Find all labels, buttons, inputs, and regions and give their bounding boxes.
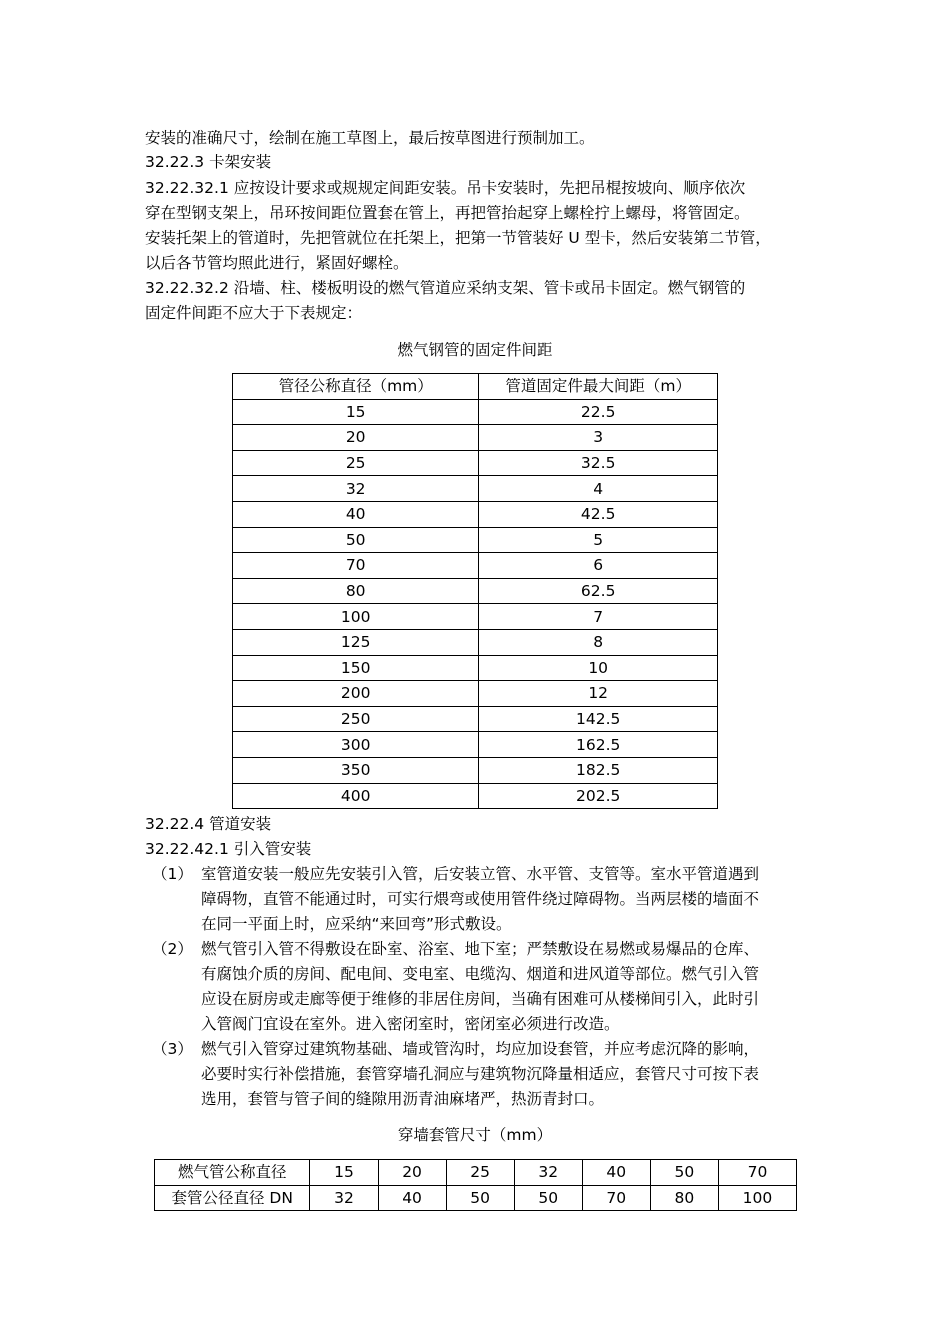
list-item-line: 必要时实行补偿措施，套管穿墙孔洞应与建筑物沉降量相适应，套管尺寸可按下表: [201, 1065, 760, 1083]
table-cell: 20: [378, 1160, 446, 1186]
table-cell: 50: [233, 527, 479, 553]
table-row: [233, 553, 718, 579]
table-cell: 8: [479, 629, 718, 655]
table-row: [233, 783, 718, 809]
table-cell: 125: [233, 629, 479, 655]
table-row: [233, 757, 718, 783]
paragraph-intro: 安装的准确尺寸，绘制在施工草图上，最后按草图进行预制加工。: [145, 129, 595, 147]
table-cell: 32: [514, 1160, 582, 1186]
table-cell: 15: [233, 399, 479, 425]
paragraph-line: 固定件间距不应大于下表规定：: [145, 304, 363, 322]
list-item-line: 燃气引入管穿过建筑物基础、墙或管沟时，均应加设套管，并应考虑沉降的影响，: [201, 1040, 760, 1058]
table-row: [233, 629, 718, 655]
table-cell: 100: [233, 604, 479, 630]
sleeve-size-table: [154, 1159, 797, 1211]
table-row: [233, 681, 718, 707]
table-cell: 70: [582, 1185, 650, 1211]
table-row: [155, 1160, 797, 1186]
table-row: [233, 604, 718, 630]
fixing-spacing-table: [232, 373, 718, 809]
list-item-line: 应设在厨房或走廊等便于维修的非居住房间，当确有困难可从楼梯间引入，此时引: [201, 990, 760, 1008]
list-item-line: 障碍物，直管不能通过时，可实行煨弯或使用管件绕过障碍物。当两层楼的墙面不: [201, 890, 760, 908]
list-item-line: 选用，套管与管子间的缝隙用沥青油麻堵严，热沥青封口。: [201, 1090, 605, 1108]
table-cell: 15: [310, 1160, 378, 1186]
table-cell: 100: [718, 1185, 796, 1211]
paragraph-line: 32.22.32.2 沿墙、柱、楼板明设的燃气管道应采纳支架、管卡或吊卡固定。燃气钢管的: [145, 279, 746, 297]
table-cell: 50: [514, 1185, 582, 1211]
table1-caption: 燃气钢管的固定件间距: [397, 341, 553, 359]
table-row: [233, 425, 718, 451]
table-cell: 32: [233, 476, 479, 502]
list-item-line: 入管阀门宜设在室外。进入密闭室时，密闭室必须进行改造。: [201, 1015, 620, 1033]
table-cell: 32: [310, 1185, 378, 1211]
table-row-label: 套管公径直径 DN: [155, 1185, 310, 1211]
table-cell: 70: [233, 553, 479, 579]
table-cell: 6: [479, 553, 718, 579]
table-cell: 350: [233, 757, 479, 783]
table-cell: 70: [718, 1160, 796, 1186]
table-row-label: 燃气管公称直径: [155, 1160, 310, 1186]
paragraph-line: 32.22.32.1 应按设计要求或规规定间距安装。吊卡安装时，先把吊棍按坡向、顺序依次: [145, 179, 746, 197]
table-row: [233, 501, 718, 527]
table-cell: 22.5: [479, 399, 718, 425]
table-cell: 400: [233, 783, 479, 809]
table-row: [233, 655, 718, 681]
table-cell: 250: [233, 706, 479, 732]
table-row: [233, 476, 718, 502]
table-cell: 40: [233, 501, 479, 527]
table-row: [233, 399, 718, 425]
table-cell: 150: [233, 655, 479, 681]
table-cell: 7: [479, 604, 718, 630]
table-header-row: [233, 374, 718, 400]
paragraph-line: 安装托架上的管道时，先把管就位在托架上，把第一节管装好 U 型卡，然后安装第二节管，: [145, 229, 771, 247]
table-row: [233, 706, 718, 732]
table-cell: 162.5: [479, 732, 718, 758]
table-cell: 50: [446, 1185, 514, 1211]
table-cell: 202.5: [479, 783, 718, 809]
table-cell: 12: [479, 681, 718, 707]
table2-caption: 穿墙套管尺寸（mm）: [397, 1126, 553, 1144]
list-item-line: 室管道安装一般应先安装引入管，后安装立管、水平管、支管等。室水平管道遇到: [201, 865, 760, 883]
table-cell: 40: [378, 1185, 446, 1211]
list-item-line: 燃气管引入管不得敷设在卧室、浴室、地下室；严禁敷设在易燃或易爆品的仓库、: [201, 940, 760, 958]
table-cell: 20: [233, 425, 479, 451]
table-cell: 10: [479, 655, 718, 681]
paragraph-line: 穿在型钢支架上，吊环按间距位置套在管上，再把管抬起穿上螺栓拧上螺母，将管固定。: [145, 204, 750, 222]
table-cell: 62.5: [479, 578, 718, 604]
table-cell: 25: [233, 450, 479, 476]
paragraph-line: 以后各节管均照此进行，紧固好螺栓。: [145, 254, 409, 272]
table-row: [233, 450, 718, 476]
table-cell: 40: [582, 1160, 650, 1186]
table-header-cell: 管道固定件最大间距（m）: [479, 374, 718, 400]
list-item-number: （3）: [152, 1040, 193, 1058]
section-heading-pipe-install: 32.22.4 管道安装: [145, 815, 272, 833]
table-row: [233, 527, 718, 553]
list-item-number: （1）: [152, 865, 193, 883]
table-cell: 25: [446, 1160, 514, 1186]
table-header-cell: 管径公称直径（mm）: [233, 374, 479, 400]
table-cell: 182.5: [479, 757, 718, 783]
table-cell: 4: [479, 476, 718, 502]
table-cell: 200: [233, 681, 479, 707]
section-heading-bracket-install: 32.22.3 卡架安装: [145, 153, 272, 171]
list-item-number: （2）: [152, 940, 193, 958]
table-cell: 50: [650, 1160, 718, 1186]
table-cell: 142.5: [479, 706, 718, 732]
table-cell: 80: [233, 578, 479, 604]
table-row: [233, 578, 718, 604]
table-row: [155, 1185, 797, 1211]
table-cell: 5: [479, 527, 718, 553]
table-cell: 32.5: [479, 450, 718, 476]
list-item-line: 有腐蚀介质的房间、配电间、变电室、电缆沟、烟道和进风道等部位。燃气引入管: [201, 965, 760, 983]
table-row: [233, 732, 718, 758]
section-heading-inlet-pipe: 32.22.42.1 引入管安装: [145, 840, 312, 858]
list-item-line: 在同一平面上时，应采纳“来回弯”形式敷设。: [201, 915, 512, 933]
table-cell: 300: [233, 732, 479, 758]
table-cell: 42.5: [479, 501, 718, 527]
table-cell: 80: [650, 1185, 718, 1211]
table-cell: 3: [479, 425, 718, 451]
